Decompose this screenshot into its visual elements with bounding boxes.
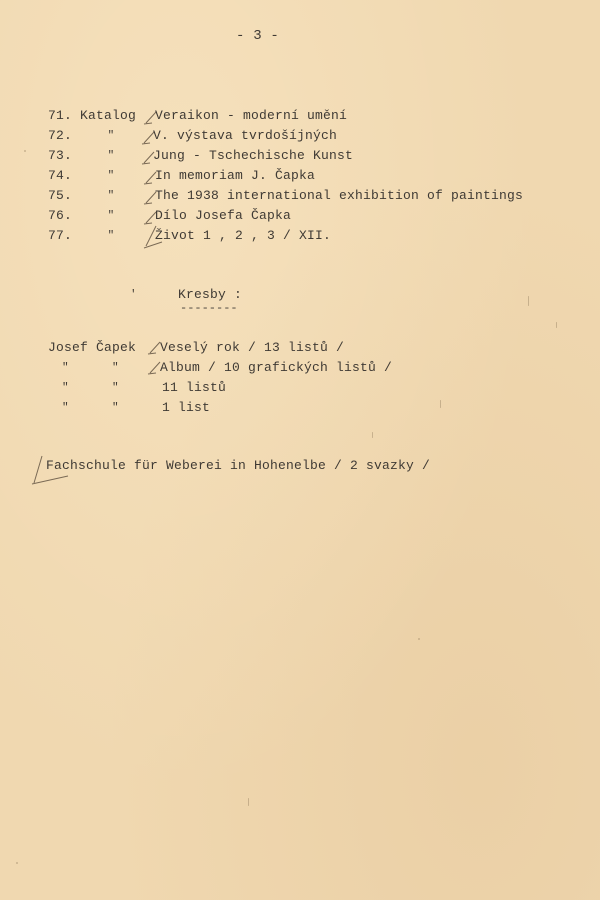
drawings-item-title: 1 list: [162, 400, 211, 415]
ditto-mark: ": [62, 402, 69, 414]
section-heading: Kresby :: [178, 287, 243, 302]
catalog-item-title: Veraikon - moderní umění: [155, 108, 348, 123]
paper-speck: [528, 296, 529, 306]
drawings-item-title: Veselý rok / 13 listů /: [160, 340, 345, 355]
catalog-item-title: The 1938 international exhibition of paintings: [155, 188, 524, 203]
drawings-item-title: Album / 10 grafických listů /: [160, 360, 393, 375]
ditto-mark: ": [62, 382, 69, 394]
ditto-mark: ": [107, 230, 115, 242]
ditto-mark: ": [112, 402, 119, 414]
ditto-mark: ": [107, 150, 115, 162]
ditto-mark: ": [107, 130, 115, 142]
paper-speck: [24, 150, 26, 152]
paper-speck: [372, 432, 373, 438]
catalog-item-number: 72.: [48, 128, 73, 143]
margin-mark: ': [130, 289, 137, 301]
ditto-mark: ": [107, 170, 115, 182]
ditto-mark: ": [62, 362, 69, 374]
catalog-lead-label: Katalog: [80, 108, 137, 123]
catalog-item-number: 71.: [48, 108, 73, 123]
drawings-item-title: 11 listů: [162, 380, 227, 395]
paper-speck: [418, 638, 420, 640]
catalog-item-number: 76.: [48, 208, 73, 223]
drawings-author: Josef Čapek: [48, 340, 137, 355]
catalog-item-title: Jung - Tschechische Kunst: [153, 148, 354, 163]
section-heading-underline: --------: [180, 301, 238, 315]
catalog-item-number: 75.: [48, 188, 73, 203]
catalog-item-title: Život 1 , 2 , 3 / XII.: [155, 228, 332, 243]
catalog-item-title: In memoriam J. Čapka: [155, 168, 316, 183]
catalog-item-title: Dílo Josefa Čapka: [155, 208, 292, 223]
paper-speck: [16, 862, 18, 864]
ditto-mark: ": [107, 210, 115, 222]
ditto-mark: ": [112, 382, 119, 394]
paper-speck: [440, 400, 441, 408]
ditto-mark: ": [112, 362, 119, 374]
catalog-item-number: 74.: [48, 168, 73, 183]
footer-entry: Fachschule für Weberei in Hohenelbe / 2 svazky /: [46, 458, 431, 473]
catalog-item-number: 77.: [48, 228, 73, 243]
paper-speck: [248, 798, 249, 806]
ditto-mark: ": [107, 190, 115, 202]
catalog-item-title: V. výstava tvrdošíjných: [153, 128, 338, 143]
paper-speck: [556, 322, 557, 328]
page-number: - 3 -: [236, 28, 280, 44]
catalog-item-number: 73.: [48, 148, 73, 163]
